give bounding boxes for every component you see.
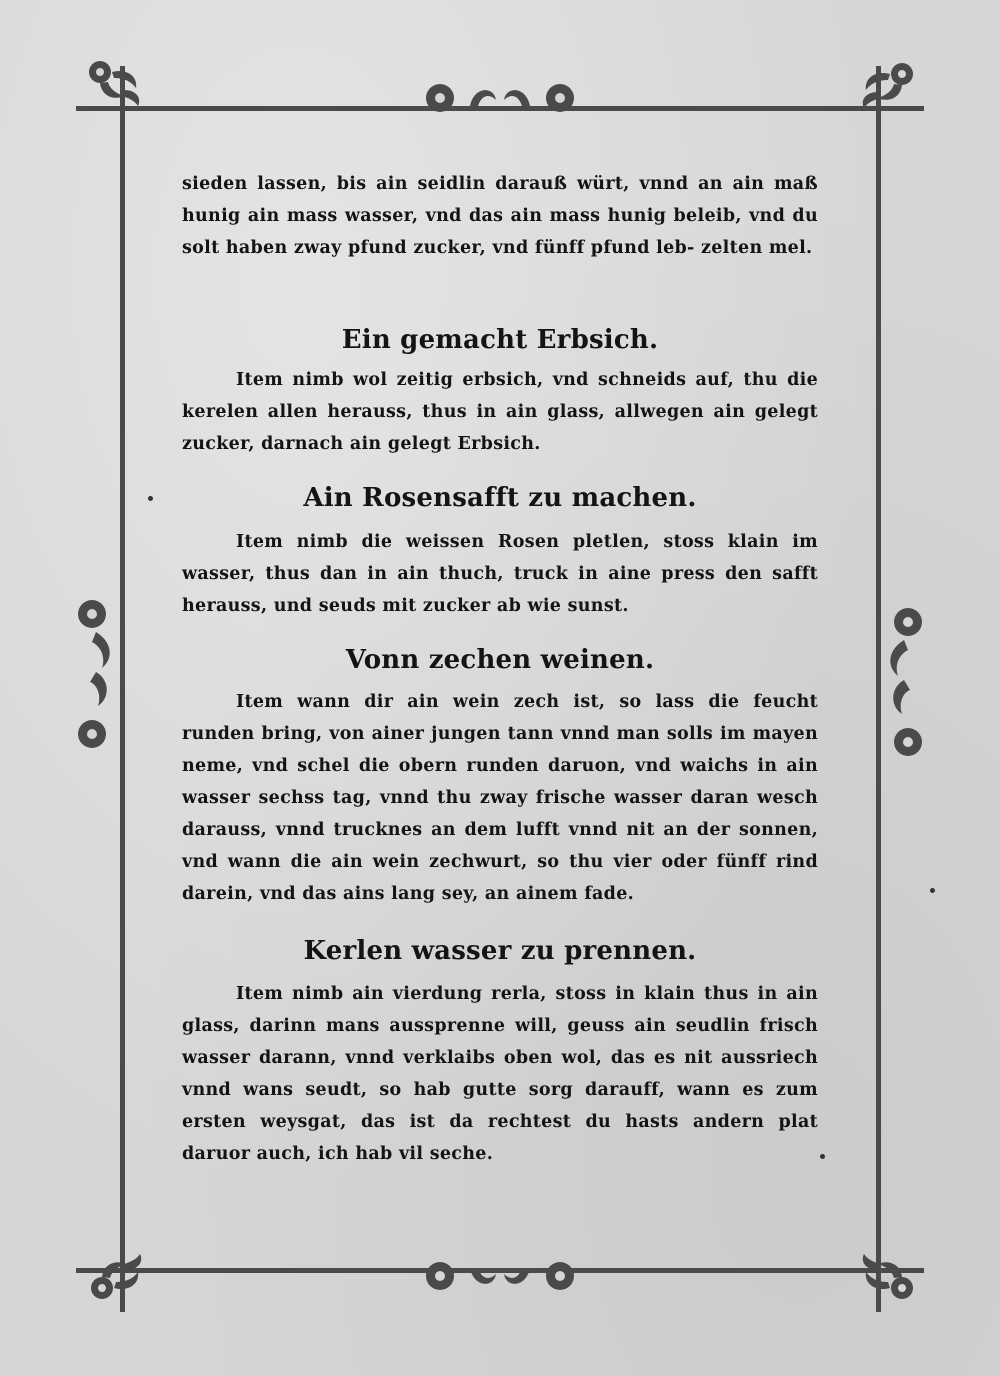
recipe-paragraph: Item wann dir ain wein zech ist, so lass die feucht runden bring, von ainer jungen tann vnnd man solls im mayen neme, vnd schel die obern runden daruon, vnd waichs in ain wasser sechss tag, vnnd thu zway frische wasser daran wesch darauss, vnnd trucknes an dem lufft vnnd nit an der sonnen, vnd wann die ain wein zechwurt, so thu vier oder fünff rind darein, vnd das ains lang sey, an ainem fade. xyxy=(182,692,818,904)
rosette-scroll-ornament-icon xyxy=(412,76,588,128)
flower-vine-ornament-icon xyxy=(66,592,126,758)
floral-corner-ornament-icon xyxy=(846,52,930,124)
floral-corner-ornament-icon xyxy=(72,50,156,122)
rosette-scroll-ornament-icon xyxy=(412,1246,588,1298)
paper-speck xyxy=(148,496,153,501)
paper-speck xyxy=(930,888,935,893)
recipe-paragraph: Item nimb wol zeitig erbsich, vnd schneids auf, thu die kerelen allen herauss, thus in ain glass, allwegen ain gelegt zucker, darnach ain gelegt Erbsich. xyxy=(182,370,818,454)
floral-corner-ornament-icon xyxy=(846,1238,930,1310)
floral-corner-ornament-icon xyxy=(74,1238,158,1310)
recipe-heading: Kerlen wasser zu prennen. xyxy=(303,936,697,966)
paper-speck xyxy=(820,1154,825,1159)
recipe-heading: Ein gemacht Erbsich. xyxy=(341,325,659,355)
recipe-heading: Vonn zechen weinen. xyxy=(345,645,655,675)
recipe-paragraph: Item nimb ain vierdung rerla, stoss in klain thus in ain glass, darinn mans aussprenne will, geuss ain seudlin frisch wasser darann, vnnd verklaibs oben wol, das es nit aussriech vnnd wans seudt, so hab gutte sorg darauff, wann es zum ersten weysgat, das ist da rechtest du hasts andern plat daruor auch, ich hab vil seche. xyxy=(182,984,818,1164)
recipe-paragraph: Item nimb die weissen Rosen pletlen, stoss klain im wasser, thus dan in ain thuch, truck in aine press den safft herauss, und seuds mit zucker ab wie sunst. xyxy=(182,532,818,616)
recipe-paragraph: sieden lassen, bis ain seidlin darauß würt, vnnd an ain maß hunig ain mass wasser, vnd das ain mass hunig beleib, vnd du solt haben zway pfund zucker, vnd fünff pfund leb- zelten mel. xyxy=(182,174,818,258)
flower-vine-ornament-icon xyxy=(874,600,934,766)
recipe-heading: Ain Rosensafft zu machen. xyxy=(303,483,697,513)
